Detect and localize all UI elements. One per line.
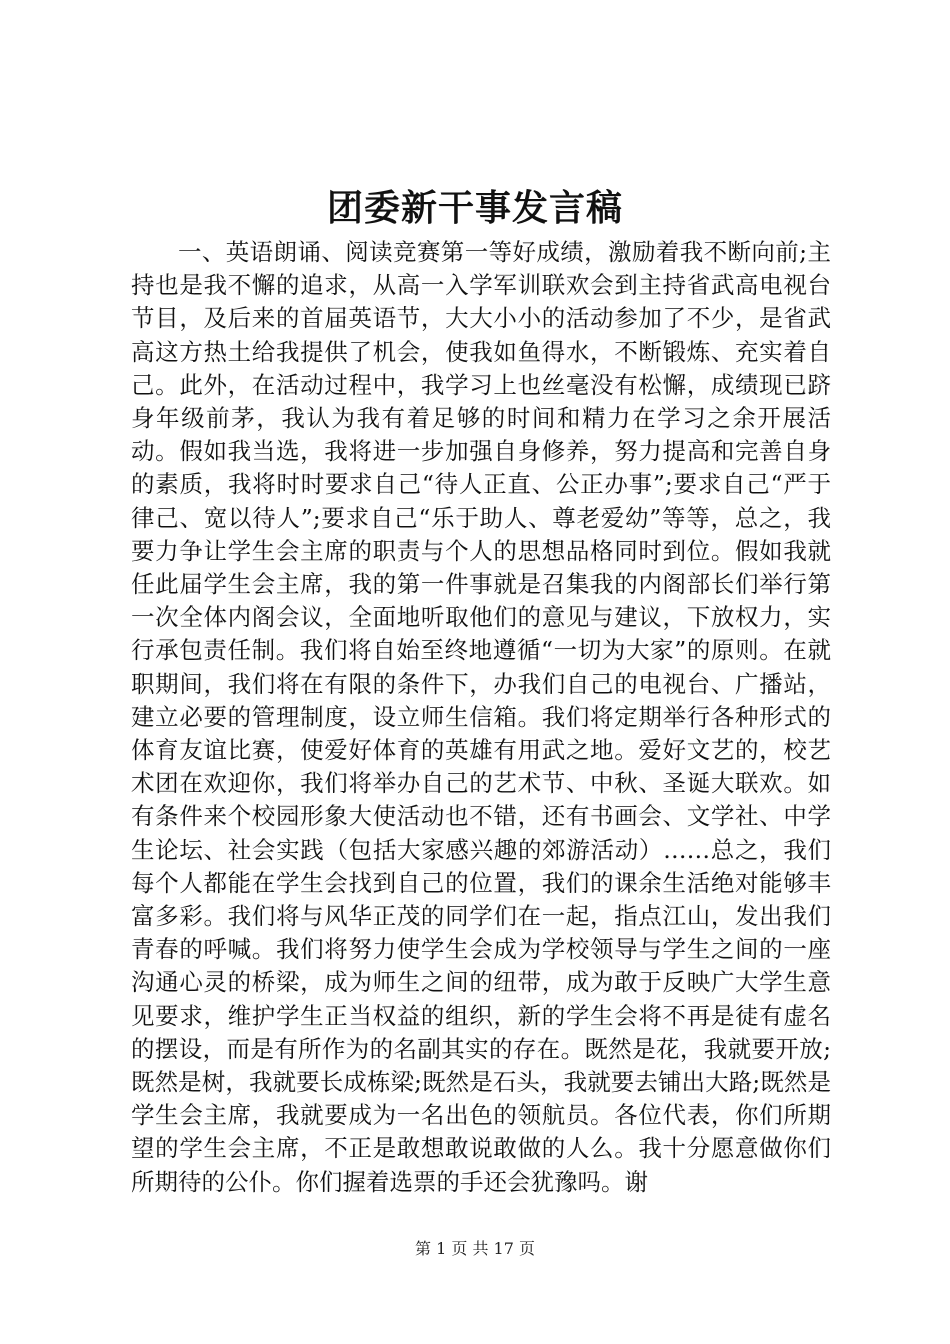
document-title: 团委新干事发言稿 — [326, 187, 623, 229]
body-paragraph: 一、英语朗诵、阅读竞赛第一等好成绩，激励着我不断向前;主持也是我不懈的追求，从高一入学军训联欢会到主持省武高电视台节目，及后来的首届英语节，大大小小的活动参加了不少，是省武高这方热土给我提供了机会，使我如鱼得水，不断锻炼、充实着自己。此外，在活动过程中，我学习上也丝毫没有松懈，成绩现已跻身年级前茅，我认为我有着足够的时间和精力在学习之余开展活动。假如我当选，我将进一步加强自身修养，努力提高和完善自身的素质，我将时时要求自己“待人正直、公正办事”;要求自己“严于律己、宽以待人”;要求自己“乐于助人、尊老爱幼”等等，总之，我要力争让学生会主席的职责与个人的思想品格同时到位。假如我就任此届学生会主席，我的第一件事就是召集我的内阁部长们举行第一次全体内阁会议，全面地听取他们的意见与建议，下放权力，实行承包责任制。我们将自始至终地遵循“一切为大家”的原则。在就职期间，我们将在有限的条件下，办我们自己的电视台、广播站，建立必要的管理制度，设立师生信箱。我们将定期举行各种形式的体育友谊比赛，使爱好体育的英雄有用武之地。爱好文艺的，校艺术团在欢迎你，我们将举办自己的艺术节、中秋、圣诞大联欢。如有条件来个校园形象大使活动也不错，还有书画会、文学社、中学生论坛、社会实践（包括大家感兴趣的郊游活动）……总之，我们每个人都能在学生会找到自己的位置，我们的课余生活绝对能够丰富多彩。我们将与风华正茂的同学们在一起，指点江山，发出我们青春的呼喊。我们将努力使学生会成为学校领导与学生之间的一座沟通心灵的桥梁，成为师生之间的纽带，成为敢于反映广大学生意见要求，维护学生正当权益的组织，新的学生会将不再是徒有虚名的摆设，而是有所作为的名副其实的存在。既然是花，我就要开放;既然是树，我就要长成栋梁;既然是石头，我就要去铺出大路;既然是学生会主席，我就要成为一名出色的领航员。各位代表，你们所期望的学生会主席，不正是敢想敢说敢做的人么。我十分愿意做你们所期待的公仆。你们握着选票的手还会犹豫吗。谢 — [131, 238, 831, 1196]
page-number-footer: 第 1 页 共 17 页 — [415, 1239, 535, 1258]
